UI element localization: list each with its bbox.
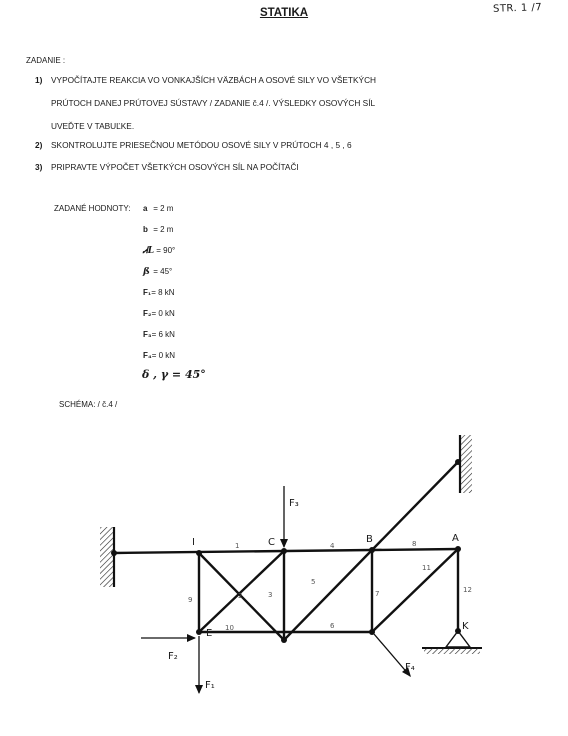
svg-text:8: 8 [412, 540, 417, 548]
svg-text:7: 7 [375, 590, 380, 598]
node-label-e: E [206, 628, 213, 639]
svg-text:10: 10 [225, 624, 234, 632]
truss-nodes [111, 459, 461, 643]
given-value-beta: ß = 45° [143, 267, 173, 277]
force-f1-arrow [195, 636, 215, 694]
node-label-k: K [462, 621, 469, 632]
given-value-f2: F₂= 0 kN [143, 309, 175, 318]
svg-text:3: 3 [268, 591, 273, 599]
task-item-number: 3) [35, 162, 43, 172]
member-diagonal-b [284, 550, 372, 640]
task-item-number: 2) [35, 140, 43, 150]
given-value-handwritten: δ , γ = 45° [142, 368, 206, 381]
pin-support-k [422, 631, 482, 654]
left-wall-support [100, 527, 114, 587]
given-value-f1: F₁= 8 kN [143, 288, 175, 297]
svg-text:1: 1 [235, 542, 240, 550]
svg-text:12: 12 [463, 586, 472, 594]
given-value-f4: F₄= 0 kN [143, 351, 176, 360]
node-label-a: A [452, 533, 459, 544]
member-diagonal-a [372, 549, 458, 632]
given-values-label: ZADANÉ HODNOTY: [54, 204, 131, 213]
given-value-f3: F₃= 6 kN [143, 330, 175, 339]
task-item-line: UVEĎTE V TABUĽKE. [51, 121, 135, 131]
right-wall-support [460, 435, 472, 493]
page-number: STR. 1 /7 [492, 2, 543, 15]
force-f3-arrow [280, 486, 299, 548]
page-title: STATIKA [259, 7, 309, 19]
task-item-line: VYPOČÍTAJTE REAKCIA VO VONKAJŠÍCH VÄZBÁCH A OSOVÉ SILY VO VŠETKÝCH [51, 75, 377, 85]
svg-text:9: 9 [188, 596, 193, 604]
svg-text:F₂: F₂ [168, 651, 178, 662]
task-item-line: PRÚTOCH DANEJ PRÚTOVEJ SÚSTAVY / ZADANIE č.4 /. VÝSLEDKY OSOVÝCH SÍL [51, 98, 376, 108]
node-label-b: B [366, 534, 373, 545]
svg-text:11: 11 [422, 564, 431, 572]
member-rope [372, 462, 458, 550]
task-item-number: 1) [35, 75, 43, 85]
svg-text:4: 4 [330, 542, 335, 550]
force-f2-arrow [141, 634, 196, 662]
task-item-line: SKONTROLUJTE PRIESEČNOU METÓDOU OSOVÉ SILY V PRÚTOCH 4 , 5 , 6 [51, 140, 352, 150]
svg-text:5: 5 [311, 578, 316, 586]
svg-text:F₁: F₁ [205, 680, 215, 691]
svg-text:F₄: F₄ [405, 662, 415, 673]
given-value-alpha: ᏗL = 90° [143, 246, 176, 256]
node-label-c: C [268, 537, 275, 548]
svg-text:6: 6 [330, 622, 335, 630]
force-f4-arrow [374, 634, 415, 677]
schema-label: SCHÉMA: / č.4 / [59, 400, 118, 409]
svg-text:2: 2 [238, 592, 243, 600]
svg-text:F₃: F₃ [289, 498, 299, 509]
given-value-a: a = 2 m [143, 204, 174, 213]
task-heading: ZADANIE : [26, 56, 66, 65]
given-value-b: b = 2 m [143, 225, 174, 234]
node-label-i: I [192, 537, 195, 548]
task-item-line: PRIPRAVTE VÝPOČET VŠETKÝCH OSOVÝCH SÍL NA POČÍTAČI [51, 162, 299, 172]
